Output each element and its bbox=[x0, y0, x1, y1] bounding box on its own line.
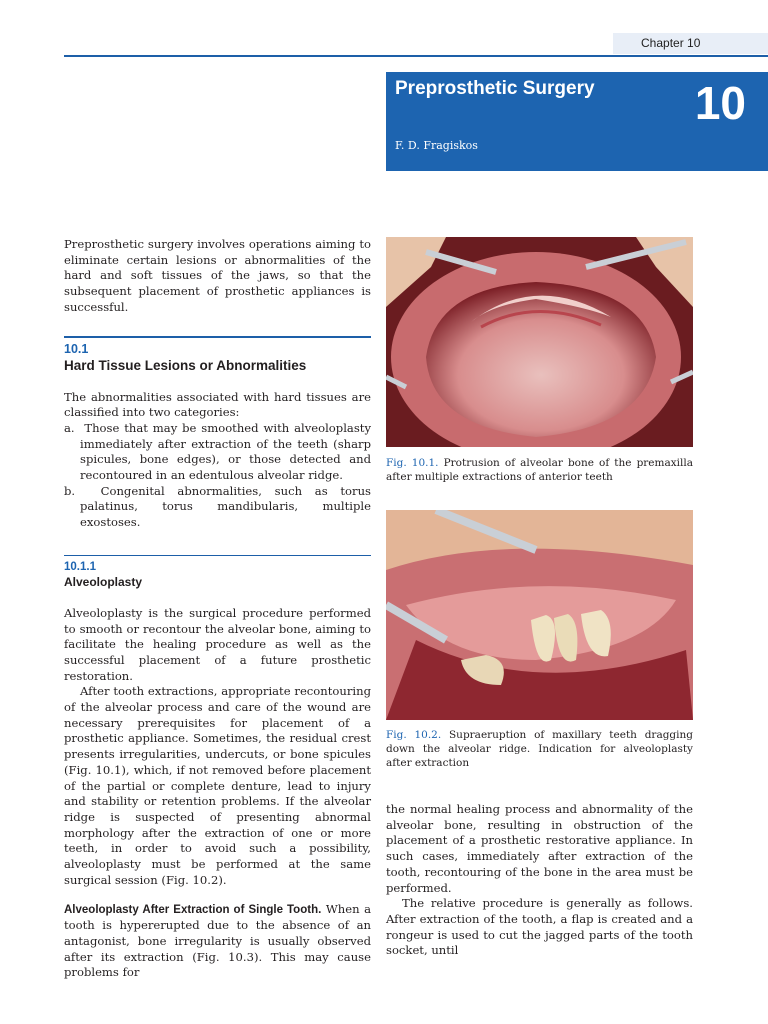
intro-paragraph: Preprosthetic surgery involves operations aiming to eliminate certain lesions or abnormalities of the hard and soft tissues of the jaws, so that the subsequent placement of prosthetic appliances is successful. bbox=[64, 237, 371, 314]
figure-10-2-photo bbox=[386, 510, 693, 720]
right-column-text bbox=[386, 802, 693, 959]
figure-label: Fig. 10.2. bbox=[386, 729, 442, 741]
subsection-rule bbox=[64, 555, 371, 556]
figure-10-2-caption: Fig. 10.2. Supraeruption of maxillary teeth dragging down the alveolar ridge. Indication for alveoloplasty after extraction bbox=[386, 729, 693, 769]
section-number: 10.1 bbox=[64, 341, 89, 356]
section-text: The abnormalities associated with hard tissues are classified into two categories: bbox=[64, 389, 371, 420]
chapter-title-box bbox=[386, 72, 768, 171]
run-in-paragraph bbox=[64, 902, 371, 982]
left-column bbox=[64, 237, 371, 981]
body-paragraph: After tooth extractions, appropriate recontouring of the alveolar process and care of the wound are necessary prerequisites for placement of a prosthetic appliance. Sometimes, the residual crest presents irregularities, undercuts, or bone spicules (Fig. 10.1), which, if not removed before placement of the partial or complete denture, lead to injury and stability or retention problems. If the alveolar ridge is suspected of presenting abnormal morphology after the extraction of one or more teeth, in order to avoid such a possibility, alveoloplasty must be performed at the same surgical session (Fig. 10.2). bbox=[64, 684, 371, 887]
section-title: Hard Tissue Lesions or Abnormalities bbox=[64, 357, 307, 373]
chapter-label: Chapter 10 bbox=[613, 33, 768, 54]
subsection-number: 10.1.1 bbox=[64, 560, 96, 573]
list-item: a. Those that may be smoothed with alveoloplasty immediately after extraction of the teeth (sharp spicules, bone edges), or those detected and recontoured in an edentulous alveolar ridge. bbox=[64, 420, 371, 483]
chapter-author: F. D. Fragiskos bbox=[395, 139, 478, 152]
figure-10-1-photo bbox=[386, 237, 693, 447]
body-paragraph: The relative procedure is generally as follows. After extraction of the tooth, a flap is created and a rongeur is used to cut the jagged parts of the tooth socket, until bbox=[386, 896, 693, 958]
list-item: b. Congenital abnormalities, such as torus palatinus, torus mandibularis, multiple exostoses. bbox=[64, 483, 371, 530]
run-in-text: When a tooth is hypererupted due to the absence of an antagonist, bone irregularity is usually observed after its extraction (Fig. 10.3). This may cause problems for bbox=[64, 901, 371, 980]
header-rule bbox=[64, 55, 768, 57]
body-paragraph: the normal healing process and abnormality of the alveolar bone, resulting in obstruction of the placement of a prosthetic restorative appliance. In such cases, immediately after extraction of the tooth, recontouring of the bone in the area must be performed. bbox=[386, 802, 693, 895]
chapter-number: 10 bbox=[694, 77, 746, 129]
category-list bbox=[64, 421, 371, 531]
chapter-title: Preprosthetic Surgery bbox=[395, 78, 595, 99]
section-rule bbox=[64, 336, 371, 338]
figure-10-1-caption: Fig. 10.1. Protrusion of alveolar bone of the premaxilla after multiple extractions of anterior teeth bbox=[386, 457, 693, 483]
subsection-title: Alveoloplasty bbox=[64, 574, 143, 589]
run-in-heading: Alveoloplasty After Extraction of Single Tooth. bbox=[64, 903, 322, 916]
figure-label: Fig. 10.1. bbox=[386, 457, 439, 469]
body-paragraph: Alveoloplasty is the surgical procedure performed to smooth or recontour the alveolar bone, aiming to facilitate the healing procedure as well as the successful placement of a future prosthetic restoration. bbox=[64, 605, 371, 683]
